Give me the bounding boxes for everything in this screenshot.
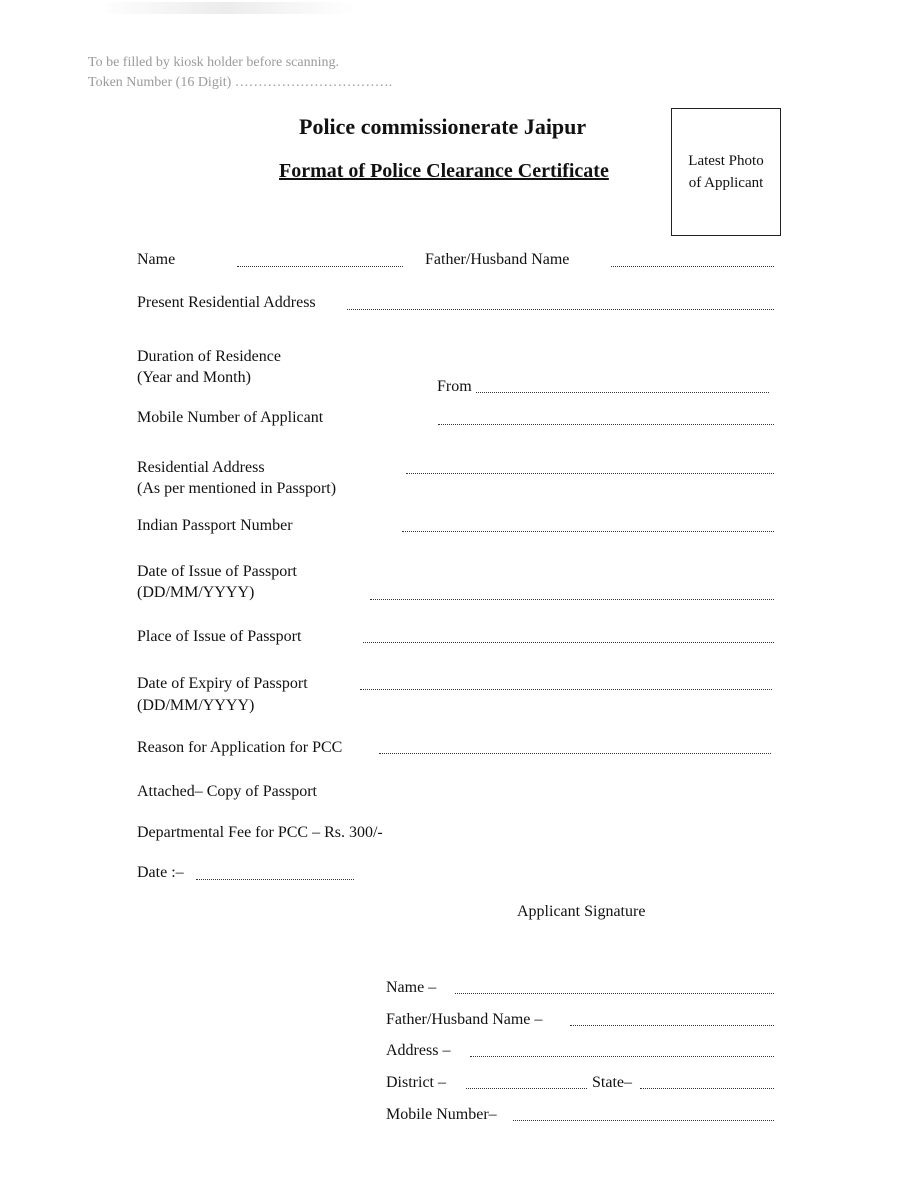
name-field[interactable] bbox=[237, 266, 403, 267]
sig-state-field[interactable] bbox=[640, 1088, 774, 1089]
fee-note: Departmental Fee for PCC – Rs. 300/- bbox=[137, 824, 383, 841]
scan-smudge bbox=[95, 2, 355, 14]
mobile-label: Mobile Number of Applicant bbox=[137, 409, 324, 426]
attached-note: Attached– Copy of Passport bbox=[137, 783, 317, 800]
issue-date-label: Date of Issue of Passport bbox=[137, 563, 297, 580]
sig-address-field[interactable] bbox=[470, 1056, 774, 1057]
duration-label: Duration of Residence bbox=[137, 348, 281, 365]
present-address-label: Present Residential Address bbox=[137, 294, 316, 311]
sig-address-label: Address – bbox=[386, 1042, 451, 1059]
kiosk-note: To be filled by kiosk holder before scanning. bbox=[88, 55, 339, 70]
expiry-date-field[interactable] bbox=[360, 689, 772, 690]
photo-box-line2: of Applicant bbox=[688, 175, 764, 191]
token-label: Token Number (16 Digit) bbox=[88, 75, 232, 90]
father-husband-name-label: Father/Husband Name bbox=[425, 251, 570, 268]
issue-place-field[interactable] bbox=[363, 642, 774, 643]
sig-father-husband-name-label: Father/Husband Name – bbox=[386, 1011, 543, 1028]
present-address-field[interactable] bbox=[347, 309, 774, 310]
issue-date-sublabel: (DD/MM/YYYY) bbox=[137, 584, 255, 601]
residential-address-label: Residential Address bbox=[137, 459, 265, 476]
from-field[interactable] bbox=[476, 392, 769, 393]
token-dots: ……………………………. bbox=[234, 75, 393, 90]
expiry-date-sublabel: (DD/MM/YYYY) bbox=[137, 697, 255, 714]
from-label: From bbox=[437, 378, 472, 395]
photo-box[interactable] bbox=[671, 108, 781, 236]
sig-name-label: Name – bbox=[386, 979, 437, 996]
residential-address-sublabel: (As per mentioned in Passport) bbox=[137, 480, 337, 497]
photo-box-line1: Latest Photo bbox=[688, 153, 764, 169]
sig-district-label: District – bbox=[386, 1074, 446, 1091]
sig-mobile-field[interactable] bbox=[513, 1120, 774, 1121]
passport-number-label: Indian Passport Number bbox=[137, 517, 293, 534]
sig-name-field[interactable] bbox=[455, 993, 774, 994]
reason-field[interactable] bbox=[379, 753, 771, 754]
applicant-signature-label: Applicant Signature bbox=[517, 903, 646, 920]
form-subtitle: Format of Police Clearance Certificate bbox=[279, 160, 609, 182]
issue-date-field[interactable] bbox=[370, 599, 774, 600]
residential-address-field[interactable] bbox=[406, 473, 774, 474]
sig-father-husband-name-field[interactable] bbox=[570, 1025, 774, 1026]
name-label: Name bbox=[137, 251, 176, 268]
passport-number-field[interactable] bbox=[402, 531, 774, 532]
sig-district-field[interactable] bbox=[466, 1088, 587, 1089]
date-field[interactable] bbox=[196, 879, 354, 880]
father-husband-name-field[interactable] bbox=[611, 266, 774, 267]
date-label: Date :– bbox=[137, 864, 184, 881]
reason-label: Reason for Application for PCC bbox=[137, 739, 343, 756]
sig-state-label: State– bbox=[592, 1074, 632, 1091]
expiry-date-label: Date of Expiry of Passport bbox=[137, 675, 308, 692]
sig-mobile-label: Mobile Number– bbox=[386, 1106, 497, 1123]
mobile-field[interactable] bbox=[438, 424, 774, 425]
token-number-row bbox=[88, 75, 392, 91]
page-title: Police commissionerate Jaipur bbox=[299, 114, 587, 139]
duration-sublabel: (Year and Month) bbox=[137, 369, 251, 386]
issue-place-label: Place of Issue of Passport bbox=[137, 628, 302, 645]
